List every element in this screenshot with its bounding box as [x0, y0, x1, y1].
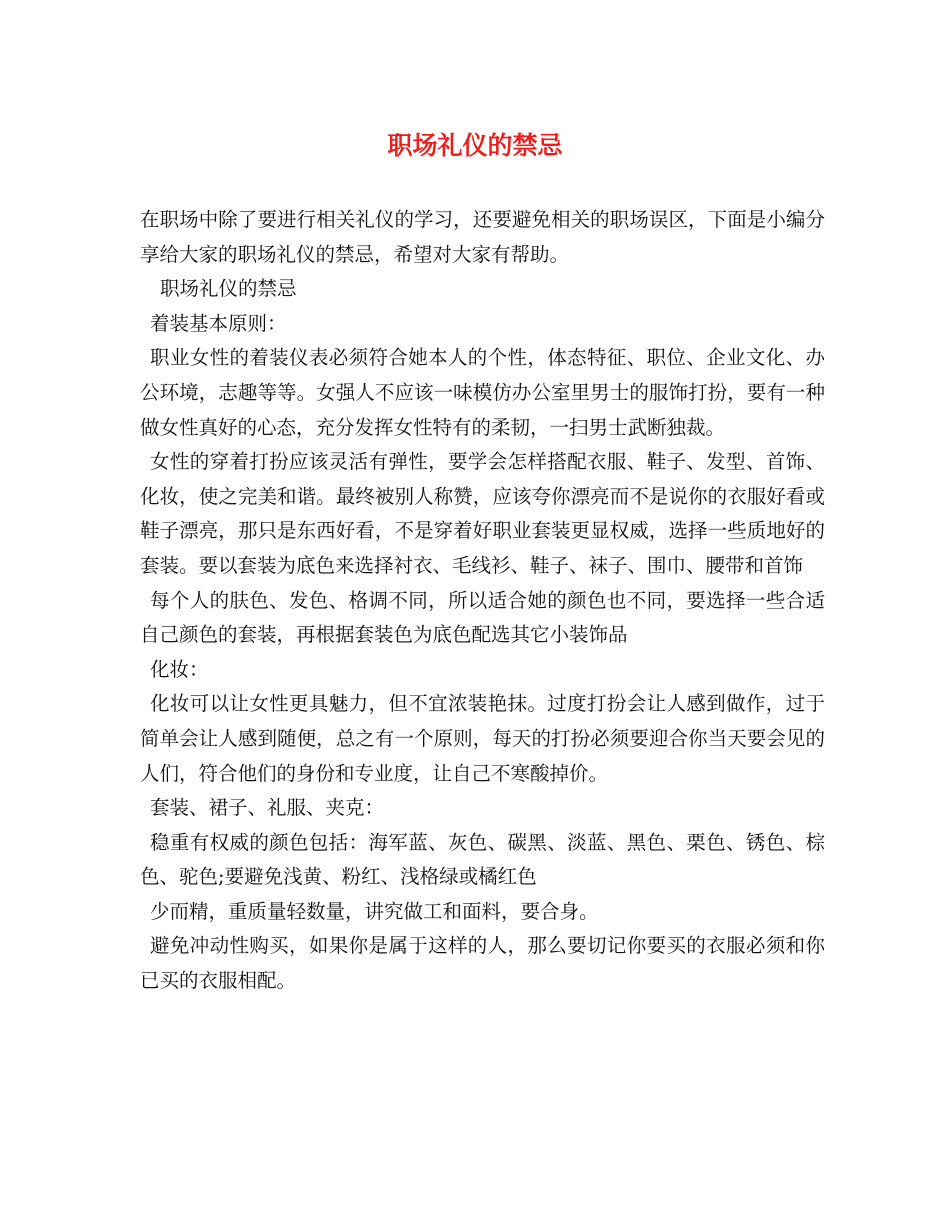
paragraph-subtitle: 职场礼仪的禁忌: [160, 277, 297, 301]
paragraph-heading-suits: 套装、裙子、礼服、夹克：: [150, 796, 385, 820]
paragraph-intro: 在职场中除了要进行相关礼仪的学习，还要避免相关的职场误区，下面是小编分享给大家的职场礼仪的禁忌，希望对大家有帮助。: [140, 208, 825, 266]
paragraph-heading-makeup: 化妆：: [150, 657, 209, 681]
paragraph-dress-3: 每个人的肤色、发色、格调不同，所以适合她的颜色也不同，要选择一些合适自己颜色的套装，再根据套装色为底色配选其它小装饰品: [140, 588, 825, 647]
paragraph-dress-2: 女性的穿着打扮应该灵活有弹性，要学会怎样搭配衣服、鞋子、发型、首饰、化妆，使之完美和谐。最终被别人称赞，应该夸你漂亮而不是说你的衣服好看或鞋子漂亮，那只是东西好看，不是穿着好职业套装更显权威，选择一些质地好的套装。要以套装为底色来选择衬衣、毛线衫、鞋子、袜子、围巾、腰带和首饰: [140, 450, 825, 577]
paragraph-purchase: 避免冲动性购买，如果你是属于这样的人，那么要切记你要买的衣服必须和你已买的衣服相配。: [140, 934, 825, 993]
paragraph-dress-1: 职业女性的着装仪表必须符合她本人的个性，体态特征、职位、企业文化、办公环境，志趣等等。女强人不应该一味模仿办公室里男士的服饰打扮，要有一种做女性真好的心态，充分发挥女性特有的柔韧，一扫男士武断独裁。: [140, 346, 825, 439]
paragraph-colors: 稳重有权威的颜色包括：海军蓝、灰色、碳黑、淡蓝、黑色、栗色、锈色、棕色、驼色;要避免浅黄、粉红、浅格绿或橘红色: [140, 830, 825, 889]
page-title: 职场礼仪的禁忌: [387, 131, 563, 160]
document-body: [140, 203, 825, 999]
paragraph-quality: 少而精，重质量轻数量，讲究做工和面料，要合身。: [150, 899, 599, 923]
paragraph-heading-dress: 着装基本原则：: [150, 311, 287, 335]
paragraph-makeup: 化妆可以让女性更具魅力，但不宜浓装艳抹。过度打扮会让人感到做作，过于简单会让人感到随便，总之有一个原则，每天的打扮必须要迎合你当天要会见的人们，符合他们的身份和专业度，让自己不寒酸掉价。: [140, 692, 825, 785]
